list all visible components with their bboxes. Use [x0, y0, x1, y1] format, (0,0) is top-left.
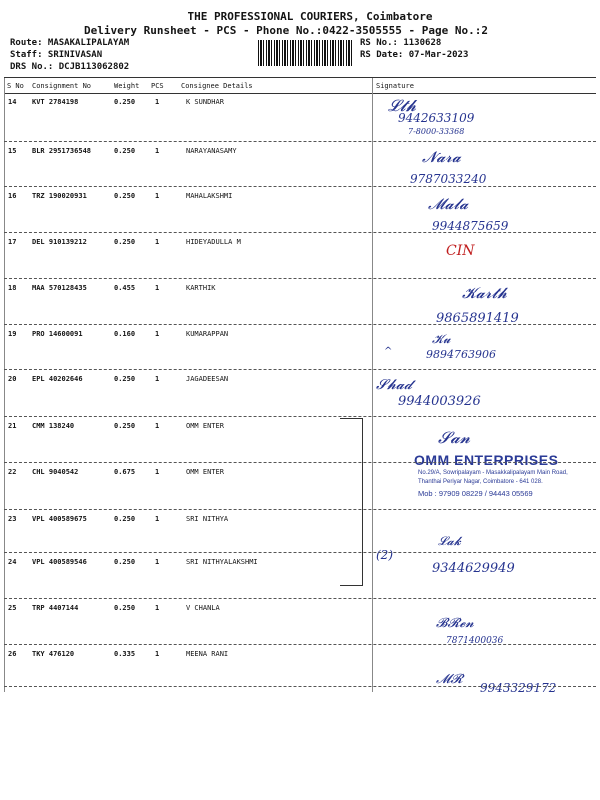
header-rule-top — [4, 77, 596, 78]
row-pcs: 1 — [155, 98, 160, 106]
header-rule-bottom — [4, 93, 596, 94]
row-consignment-no: BLR 2951736548 — [32, 147, 92, 155]
handwritten-phone: 9944003926 — [398, 394, 481, 409]
signature-scribble: 𝓜𝓪𝓵𝓪 — [428, 195, 469, 213]
row-consignment-no: CMM 138240 — [32, 422, 75, 430]
col-header-pcs: PCS — [151, 82, 164, 90]
row-consignee: KUMARAPPAN — [186, 330, 229, 338]
row-consignee: V CHANLA — [186, 604, 220, 612]
signature-scribble: 𝓚𝓪𝓻𝓽𝓱 — [462, 284, 508, 302]
signature-scribble: 𝓚𝓾 — [432, 332, 451, 346]
row-pcs: 1 — [155, 604, 160, 612]
row-sno: 19 — [8, 330, 17, 338]
row-pcs: 1 — [155, 558, 160, 566]
runsheet-title: Delivery Runsheet - PCS - Phone No.:0422-3505555 - Page No.:2 — [84, 24, 488, 37]
row-pcs: 1 — [155, 375, 160, 383]
row-sno: 24 — [8, 558, 17, 566]
handwritten-phone: 9344629949 — [432, 561, 515, 576]
handwritten-phone: 9894763906 — [426, 348, 496, 361]
row-consignment-no: CHL 9040542 — [32, 468, 79, 476]
signature-scribble: 𝓛𝓽𝓱 — [388, 96, 417, 115]
row-divider — [4, 141, 596, 142]
row-weight: 0.250 — [114, 192, 136, 200]
row-consignment-no: PRO 14600091 — [32, 330, 83, 338]
signature-column-border — [372, 78, 373, 692]
row-consignee: K SUNDHAR — [186, 98, 224, 106]
row-divider — [4, 324, 596, 325]
company-stamp — [378, 437, 596, 517]
row-divider — [4, 552, 596, 553]
row-weight: 0.250 — [114, 515, 136, 523]
row-divider — [4, 644, 596, 645]
row-divider — [4, 686, 596, 687]
handwritten-phone: 9943329172 — [480, 681, 557, 695]
row-pcs: 1 — [155, 650, 160, 658]
row-consignment-no: EPL 40202646 — [32, 375, 83, 383]
row-consignee: OMM ENTER — [186, 422, 224, 430]
row-divider — [4, 232, 596, 233]
handwritten-phone: 7871400036 — [446, 636, 504, 646]
row-consignee: JAGADEESAN — [186, 375, 229, 383]
bracket-mark — [340, 418, 363, 586]
row-consignee: OMM ENTER — [186, 468, 224, 476]
stamp-address-line1: No.29/A, Sowripalayam - Masakkalipalayam Main Road, — [418, 470, 568, 476]
row-consignee: MEENA RANI — [186, 650, 229, 658]
row-sno: 21 — [8, 422, 17, 430]
row-weight: 0.250 — [114, 422, 136, 430]
row-consignment-no: DEL 910139212 — [32, 238, 87, 246]
row-pcs: 1 — [155, 284, 160, 292]
signature-scribble: 𝓑𝓡𝓮𝓷 — [436, 616, 474, 631]
row-consignment-no: VPL 400589546 — [32, 558, 87, 566]
row-pcs: 1 — [155, 468, 160, 476]
row-divider — [4, 278, 596, 279]
handwritten-note: CIN — [446, 243, 475, 259]
handwritten-phone: 9865891419 — [436, 311, 519, 326]
row-pcs: 1 — [155, 192, 160, 200]
stamp-name: OMM ENTERPRISES — [414, 452, 559, 468]
row-consignment-no: TRP 4407144 — [32, 604, 79, 612]
row-consignment-no: MAA 570128435 — [32, 284, 87, 292]
rs-date: RS Date: 07-Mar-2023 — [360, 50, 469, 60]
signature-scribble: 𝓢𝓱𝓪𝓭 — [376, 377, 413, 393]
row-weight: 0.250 — [114, 375, 136, 383]
row-sno: 20 — [8, 375, 17, 383]
row-divider — [4, 462, 596, 463]
signature-scribble: 𝓛𝓪𝓴 — [438, 534, 461, 548]
row-sno: 26 — [8, 650, 17, 658]
table-left-border — [4, 78, 5, 692]
row-divider — [4, 416, 596, 417]
drs-number: DRS No.: DCJB113062802 — [10, 62, 130, 72]
row-consignee: SRI NITHYALAKSHMI — [186, 558, 258, 566]
col-header-signature: Signature — [376, 82, 414, 90]
row-divider — [4, 509, 596, 510]
row-weight: 0.250 — [114, 98, 136, 106]
col-header-weight: Weight — [114, 82, 140, 90]
row-consignee: KARTHIK — [186, 284, 216, 292]
row-weight: 0.250 — [114, 238, 136, 246]
row-weight: 0.250 — [114, 147, 136, 155]
row-weight: 0.675 — [114, 468, 136, 476]
handwritten-phone: 7-8000-33368 — [408, 127, 465, 136]
row-pcs: 1 — [155, 422, 160, 430]
row-sno: 17 — [8, 238, 17, 246]
row-consignment-no: VPL 400589675 — [32, 515, 87, 523]
row-consignee: MAHALAKSHMI — [186, 192, 233, 200]
row-sno: 15 — [8, 147, 17, 155]
row-sno: 18 — [8, 284, 17, 292]
row-consignment-no: TKY 476120 — [32, 650, 75, 658]
col-header-consignment: Consignment No — [32, 82, 92, 90]
signature-mark: ^ — [384, 346, 393, 357]
company-title: THE PROFESSIONAL COURIERS, Coimbatore — [187, 10, 433, 23]
handwritten-phone: 9944875659 — [432, 219, 509, 233]
handwritten-phone: 9787033240 — [410, 172, 487, 186]
signature-scribble: 𝓝𝓪𝓻𝓪 — [422, 148, 461, 166]
row-pcs: 1 — [155, 330, 160, 338]
row-pcs: 1 — [155, 515, 160, 523]
row-sno: 23 — [8, 515, 17, 523]
stamp-address-line2: Thanthai Periyar Nagar, Coimbatore - 641 028. — [418, 479, 543, 485]
rs-number: RS No.: 1130628 — [360, 38, 442, 48]
row-sno: 14 — [8, 98, 17, 106]
route-label: Route: MASAKALIPALAYAM — [10, 38, 130, 48]
signature-scribble: 𝓢𝓪𝓷 — [438, 428, 471, 447]
row-sno: 22 — [8, 468, 17, 476]
row-consignee: SRI NITHYA — [186, 515, 229, 523]
signature-circle: (2) — [376, 548, 393, 562]
staff-label: Staff: SRINIVASAN — [10, 50, 103, 60]
row-consignment-no: TRZ 190020931 — [32, 192, 87, 200]
barcode-image — [258, 40, 352, 66]
row-weight: 0.250 — [114, 604, 136, 612]
col-header-sno: S No — [7, 82, 24, 90]
col-header-consignee: Consignee Details — [181, 82, 253, 90]
row-consignee: NARAYANASAMY — [186, 147, 237, 155]
row-weight: 0.250 — [114, 558, 136, 566]
stamp-mobile: Mob : 97909 08229 / 94443 05569 — [418, 489, 533, 498]
row-divider — [4, 598, 596, 599]
row-pcs: 1 — [155, 147, 160, 155]
row-divider — [4, 186, 596, 187]
row-pcs: 1 — [155, 238, 160, 246]
handwritten-phone: 9442633109 — [398, 111, 475, 125]
row-weight: 0.335 — [114, 650, 136, 658]
row-sno: 25 — [8, 604, 17, 612]
row-consignment-no: KVT 2784198 — [32, 98, 79, 106]
row-divider — [4, 369, 596, 370]
row-weight: 0.455 — [114, 284, 136, 292]
row-consignee: HIDEYADULLA M — [186, 238, 241, 246]
row-sno: 16 — [8, 192, 17, 200]
row-weight: 0.160 — [114, 330, 136, 338]
signature-scribble: 𝓜𝓡 — [436, 672, 463, 687]
